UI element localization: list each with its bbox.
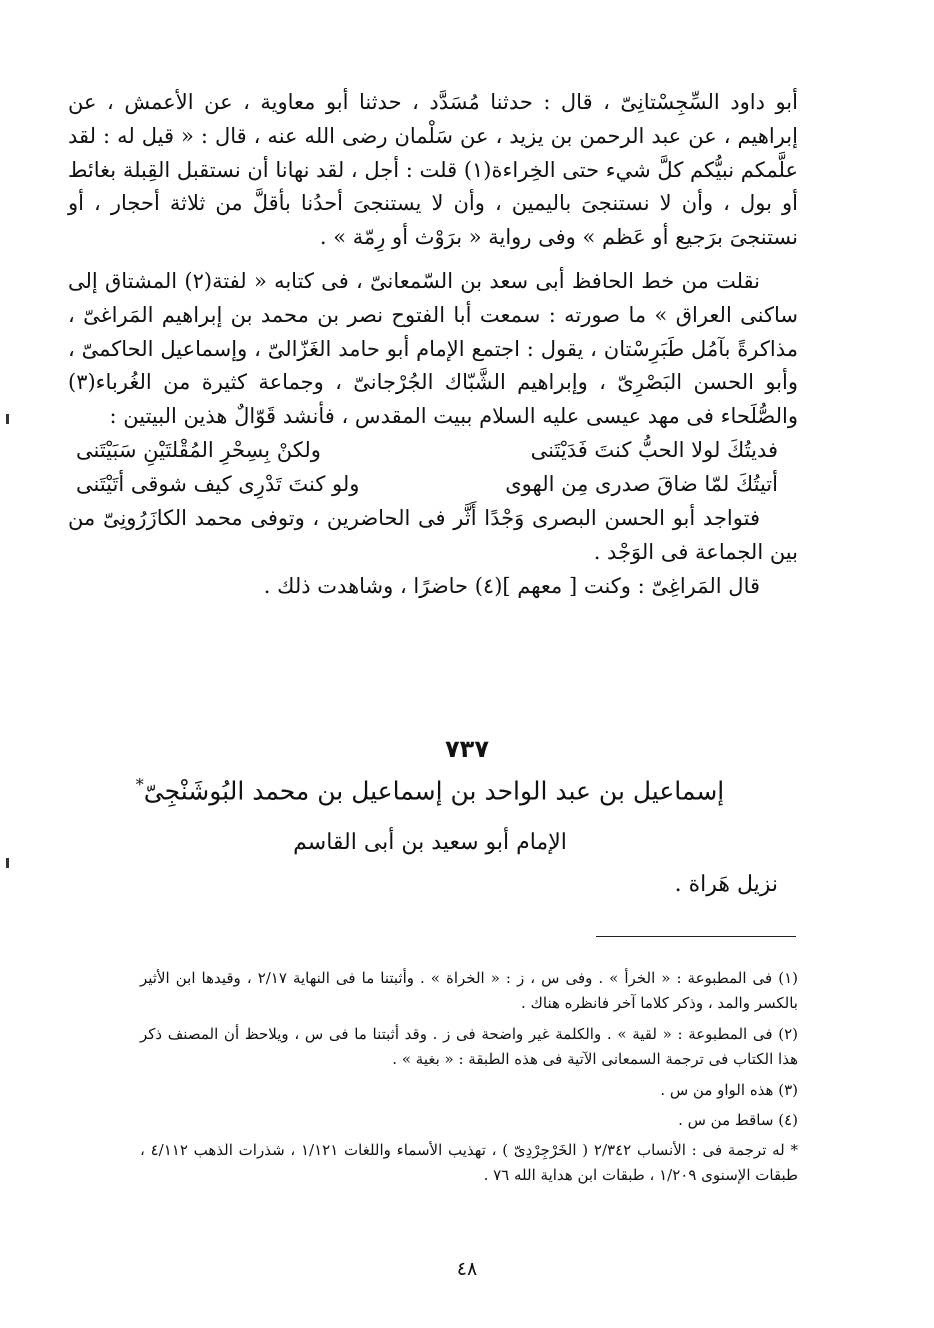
- footnote-4: (٤) ساقط من س .: [678, 1111, 798, 1129]
- verse-first-hemistich: أتيتُكَ لمّا ضاقَ صدرى مِن الهوى: [505, 472, 778, 497]
- entry-subtitle: الإمام أبو سعيد بن أبى القاسم: [293, 830, 567, 855]
- margin-mark: [6, 414, 9, 424]
- footnotes: [140, 966, 798, 1194]
- entry-heading: [100, 775, 760, 805]
- footnote-star: *: [135, 775, 144, 794]
- footnote-3: (٣) هذه الواو من س .: [660, 1081, 798, 1099]
- footnote-2: (٢) فى المطبوعة : « لقية » . والكلمة غير واضحة فى ز . وقد أثبتنا ما فى س ، ويلاحظ أن المصنف ذكر هذا الكتاب فى ترجمة السمعانى الآتية فى هذه الطبقة : « بغية » .: [140, 1025, 798, 1068]
- entry-number: ٧٣٧: [445, 735, 489, 763]
- poem: [68, 434, 798, 502]
- paragraph-ecstasy: فتواجد أبو الحسن البصرى وَجْدًا أَثَّر فى الحاضرين ، وتوفى محمد الكازَرُونِىّ من بين الجماعة فى الوَجْد .: [68, 505, 798, 564]
- main-text: [68, 86, 798, 603]
- entry-name: إسماعيل بن عبد الواحد بن إسماعيل بن محمد البُوشَنْجِىّ: [143, 776, 725, 806]
- poem-verse: [68, 434, 798, 468]
- verse-second-hemistich: ولكنْ بِسِحْرِ المُقْلتَيْنِ سَبَيْتَنى: [76, 438, 321, 463]
- footnote-divider: [596, 936, 796, 937]
- footnote-1: (١) فى المطبوعة : « الخرأ » . وفى س ، ز : « الخراة » . وأثبتنا ما فى النهاية ٢/١٧ ، وقيدها ابن الأثير بالكسر والمد ، وذكر كلاما آخر فانظره هناك .: [140, 969, 798, 1012]
- paragraph-quote-intro: نقلت من خط الحافظ أبى سعد بن السّمعانىّ ، فى كتابه « لفتة(٢) المشتاق إلى ساكنى العراق » ما صورته : سمعت أبا الفتوح نصر بن محمد بن إبراهيم المَراغىّ ، مذاكرةً بآمُل طَبَرِسْتان ، يقول : اجتمع الإمام أبو حامد الغَزّالىّ ، وإسماعيل الحاكمىّ ، وأبو الحسن البَصْرِىّ ، وإبراهيم الشَّبّاك الجُرْجانىّ ، وجماعة كثيرة من الغُرباء(٣) والصُّلَحاء فى مهد عيسى عليه السلام ببيت المقدس ، فأنشد قَوّالٌ هذين البيتين :: [68, 268, 798, 429]
- margin-mark: [6, 858, 9, 868]
- verse-second-hemistich: ولو كنتَ تَدْرِى كيف شوقى أتَيْتَنى: [76, 472, 360, 497]
- footnote-star-sources: * له ترجمة فى : الأنساب ٢/٣٤٢ ( الخَرْجِرْدِىّ ) ، تهذيب الأسماء واللغات ١/١٢١ ، شذرات الذهب ٤/١١٢ ، طبقات الإسنوى ١/٢٠٩ ، طبقات ابن هداية الله ٧٦ .: [140, 1141, 798, 1184]
- page-number: ٤٨: [456, 1258, 478, 1280]
- entry-note: نزيل هَراة .: [674, 872, 778, 897]
- paragraph-hadith: أبو داود السِّجِسْتانِىّ ، قال : حدثنا مُسَدَّد ، حدثنا أبو معاوية ، عن الأعمش ، عن إبراهيم ، عن عبد الرحمن بن يزيد ، عن سَلْمان رضى الله عنه ، قال : « قيل له : لقد علَّمكم نبيُّكم كلَّ شيء حتى الخِراءة(١) قلت : أجل ، لقد نهانا أن نستقبل القِبلة بغائط أو بول ، وأن لا نستنجىَ باليمين ، وأن لا يستنجىَ أحدُنا بأقلَّ من ثلاثة أحجار ، أو نستنجىَ برَجيع أو عَظم » وفى رواية « برَوْث أو رِمّة » .: [68, 90, 798, 250]
- paragraph-witness: قال المَراغِىّ : وكنت [ معهم ](٤) حاضرًا ، وشاهدت ذلك .: [263, 573, 760, 598]
- verse-first-hemistich: فديتُكَ لولا الحبُّ كنتَ فَدَيْتَنى: [530, 438, 778, 463]
- poem-verse: [68, 468, 798, 502]
